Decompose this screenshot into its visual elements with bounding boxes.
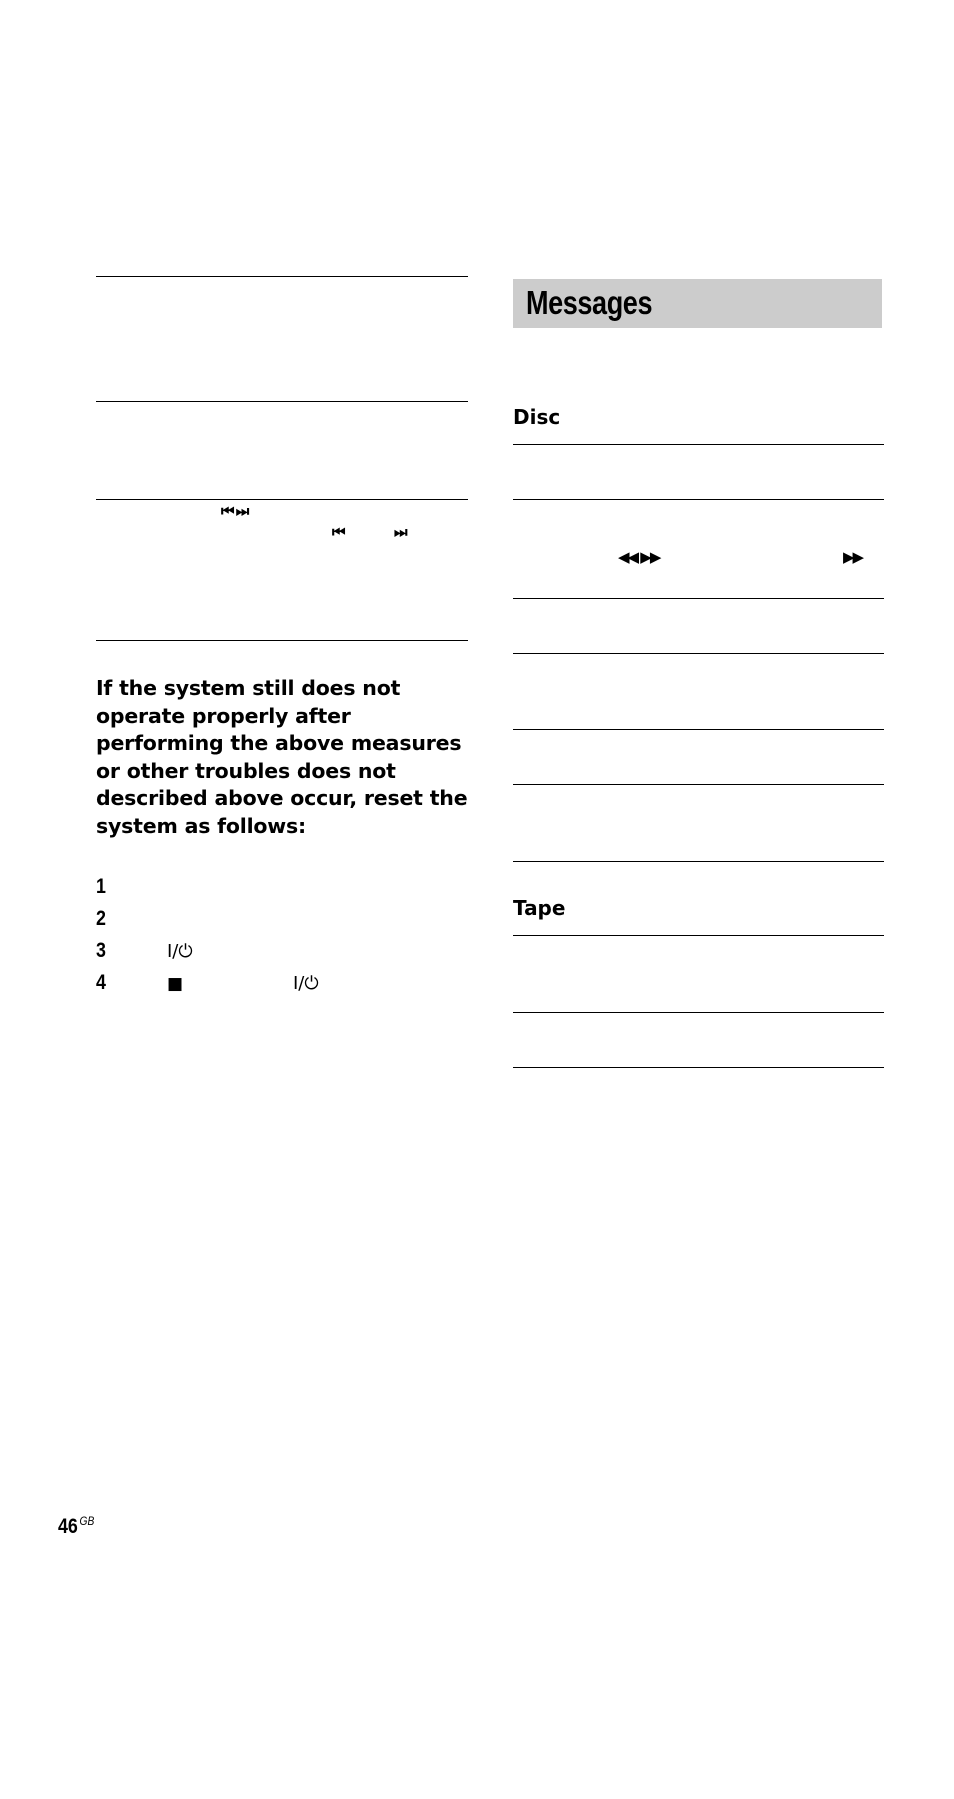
divider xyxy=(96,640,468,641)
divider xyxy=(513,653,884,654)
forward-icon: ▶▶ xyxy=(843,548,863,566)
page-number-value: 46 xyxy=(58,1515,78,1538)
divider xyxy=(513,598,884,599)
divider xyxy=(513,861,884,862)
step-number: 1 xyxy=(96,875,106,898)
step-number: 4 xyxy=(96,971,106,994)
disc-heading: Disc xyxy=(513,405,561,429)
section-title: Messages xyxy=(526,284,653,321)
prev-icon: ⏮ xyxy=(332,523,344,541)
divider xyxy=(513,935,884,936)
stop-icon: ■ xyxy=(167,974,184,994)
divider xyxy=(96,401,468,402)
divider xyxy=(513,444,884,445)
step-number: 3 xyxy=(96,939,106,962)
prev-next-icon: ⏮ ⏭ xyxy=(221,502,248,520)
divider xyxy=(96,499,468,500)
power-icon: I/⏻ xyxy=(167,941,193,962)
divider xyxy=(96,276,468,277)
section-header xyxy=(513,279,882,328)
power-icon: I/⏻ xyxy=(293,973,319,994)
page-number xyxy=(58,1509,94,1539)
page-number-suffix: GB xyxy=(79,1514,95,1528)
divider xyxy=(513,1067,884,1068)
divider xyxy=(513,784,884,785)
reset-paragraph: If the system still does not operate properly after performing the above measures or other troubles does not described above occur, reset the system as follows: xyxy=(96,676,468,838)
next-icon: ⏭ xyxy=(394,523,406,541)
rewind-forward-icon: ◀◀ ▶▶ xyxy=(618,548,660,566)
divider xyxy=(513,729,884,730)
divider xyxy=(513,1012,884,1013)
step-number: 2 xyxy=(96,907,106,930)
divider xyxy=(513,499,884,500)
tape-heading: Tape xyxy=(513,896,566,920)
